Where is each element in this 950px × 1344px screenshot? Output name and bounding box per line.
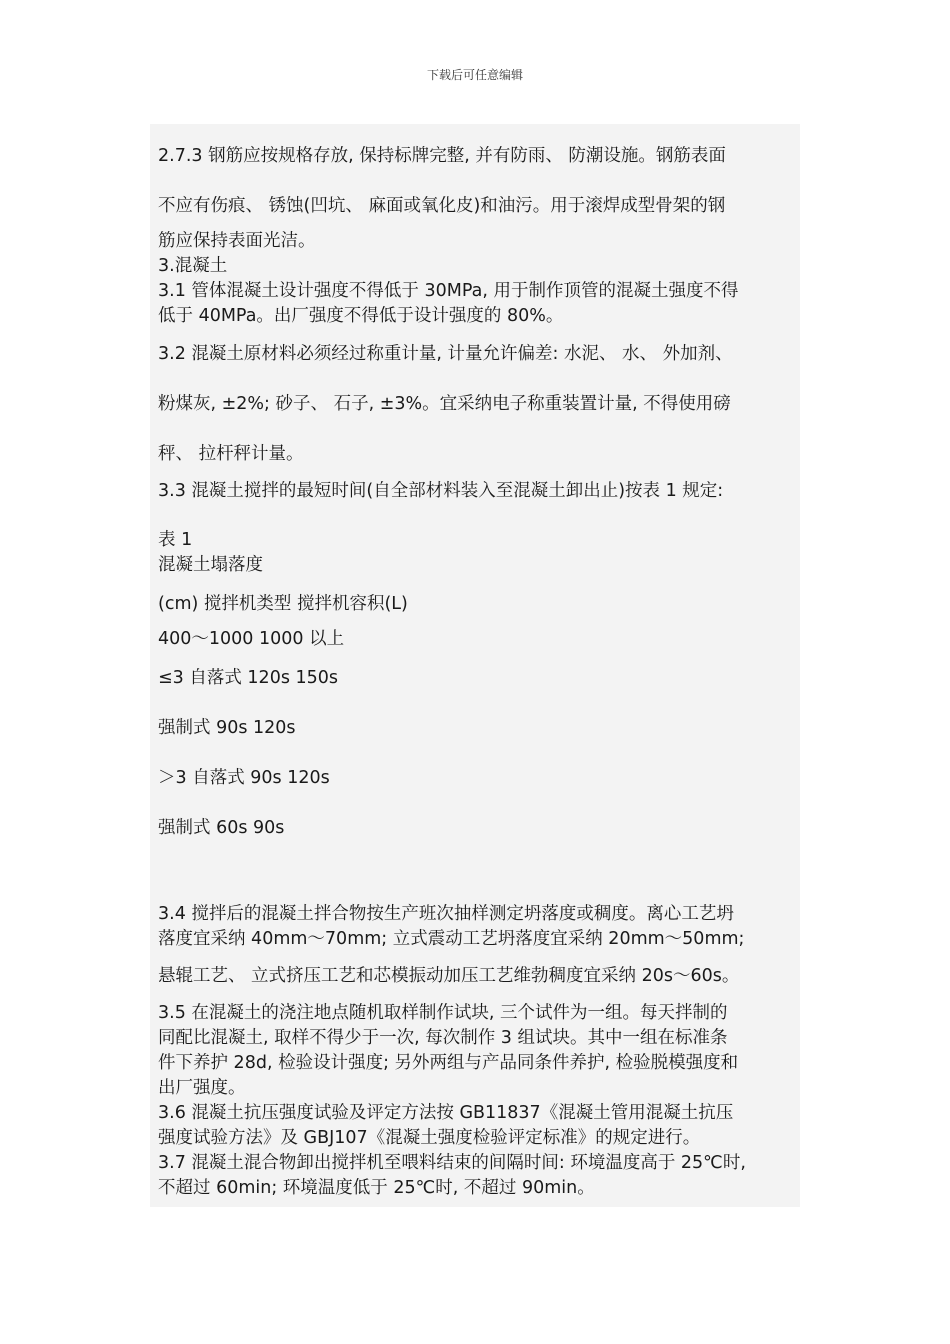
paragraph-3-7-line-2: 不超过 60min; 环境温度低于 25℃时, 不超过 90min。: [158, 1178, 595, 1198]
table-header-capacity: 400～1000 1000 以上: [158, 629, 345, 649]
paragraph-3-7-line-1: 3.7 混凝土混合物卸出搅拌机至喂料结束的间隔时间: 环境温度高于 25℃时,: [158, 1153, 746, 1173]
document-body: [150, 124, 800, 1207]
paragraph-3-2-line-2: 粉煤灰, ±2%; 砂子、 石子, ±3%。宜采纳电子称重装置计量, 不得使用磅: [158, 394, 731, 414]
paragraph-3-6-line-1: 3.6 混凝土抗压强度试验及评定方法按 GB11837《混凝土管用混凝土抗压: [158, 1103, 734, 1123]
section-heading-concrete: 3.混凝土: [158, 256, 228, 276]
paragraph-3-2-line-1: 3.2 混凝土原材料必须经过称重计量, 计量允许偏差: 水泥、 水、 外加剂、: [158, 344, 733, 364]
paragraph-2-7-3-line-3: 筋应保持表面光洁。: [158, 231, 316, 251]
paragraph-3-1-line-1: 3.1 管体混凝土设计强度不得低于 30MPa, 用于制作顶管的混凝土强度不得: [158, 281, 739, 301]
paragraph-3-4-line-3: 悬辊工艺、 立式挤压工艺和芯模振动加压工艺维勃稠度宜采纳 20s～60s。: [158, 966, 740, 986]
paragraph-3-5-line-4: 出厂强度。: [158, 1078, 246, 1098]
table-row-2: 强制式 90s 120s: [158, 718, 296, 738]
paragraph-3-2-line-3: 秤、 拉杆秤计量。: [158, 444, 304, 464]
table-caption: 表 1: [158, 530, 193, 550]
table-header-slump: 混凝土塌落度: [158, 555, 263, 575]
paragraph-3-1-line-2: 低于 40MPa。出厂强度不得低于设计强度的 80%。: [158, 306, 564, 326]
paragraph-3-6-line-2: 强度试验方法》及 GBJ107《混凝土强度检验评定标准》的规定进行。: [158, 1128, 701, 1148]
paragraph-3-5-line-1: 3.5 在混凝土的浇注地点随机取样制作试块, 三个试件为一组。每天拌制的: [158, 1003, 728, 1023]
paragraph-3-4-line-2: 落度宜采纳 40mm～70mm; 立式震动工艺坍落度宜采纳 20mm～50mm;: [158, 929, 745, 949]
paragraph-3-5-line-3: 件下养护 28d, 检验设计强度; 另外两组与产品同条件养护, 检验脱模强度和: [158, 1053, 739, 1073]
paragraph-2-7-3-line-2: 不应有伤痕、 锈蚀(凹坑、 麻面或氧化皮)和油污。用于滚焊成型骨架的钢: [158, 196, 726, 216]
table-header-columns: (cm) 搅拌机类型 搅拌机容积(L): [158, 594, 408, 614]
table-row-4: 强制式 60s 90s: [158, 818, 285, 838]
page-header: 下载后可任意编辑: [426, 68, 523, 82]
table-row-3: ＞3 自落式 90s 120s: [158, 768, 330, 788]
paragraph-2-7-3-line-1: 2.7.3 钢筋应按规格存放, 保持标牌完整, 并有防雨、 防潮设施。钢筋表面: [158, 146, 726, 166]
paragraph-3-3: 3.3 混凝土搅拌的最短时间(自全部材料装入至混凝土卸出止)按表 1 规定:: [158, 481, 724, 501]
table-row-1: ≤3 自落式 120s 150s: [158, 668, 339, 688]
paragraph-3-4-line-1: 3.4 搅拌后的混凝土拌合物按生产班次抽样测定坍落度或稠度。离心工艺坍: [158, 904, 734, 924]
paragraph-3-5-line-2: 同配比混凝土, 取样不得少于一次, 每次制作 3 组试块。其中一组在标准条: [158, 1028, 728, 1048]
